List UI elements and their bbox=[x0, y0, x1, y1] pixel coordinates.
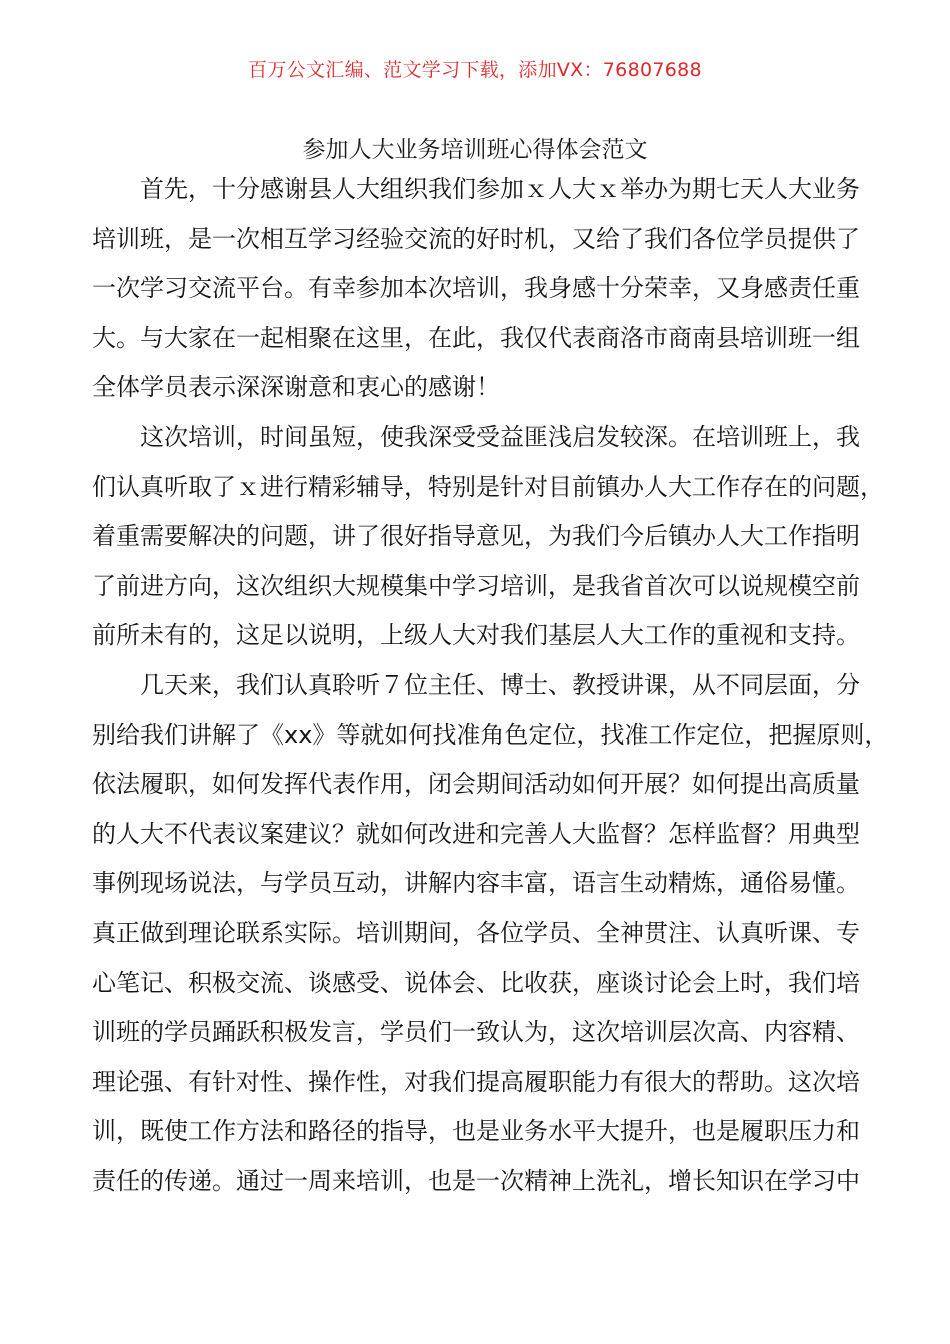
text-line: 大。与大家在一起相聚在这里，在此，我仅代表商洛市商南县培训班一组 bbox=[92, 323, 860, 352]
text-line: 一次学习交流平台。有幸参加本次培训，我身感十分荣幸，又身感责任重 bbox=[92, 274, 860, 303]
text-line: 几天来，我们认真聆听７位主任、博士、教授讲课，从不同层面，分 bbox=[140, 670, 860, 699]
page-title: 参加人大业务培训班心得体会范文 bbox=[302, 137, 648, 163]
header-note: 百万公文汇编、范文学习下载，添加VX：76807688 bbox=[248, 59, 702, 81]
text-line: 责任的传递。通过一周来培训，也是一次精神上洗礼，增长知识在学习中 bbox=[92, 1166, 860, 1195]
text-line: 全体学员表示深深谢意和衷心的感谢！ bbox=[92, 373, 500, 402]
text-line: 培训班，是一次相互学习经验交流的好时机，又给了我们各位学员提供了 bbox=[92, 224, 860, 253]
text-line: 了前进方向，这次组织大规模集中学习培训，是我省首次可以说规模空前 bbox=[92, 571, 860, 600]
text-line: 训班的学员踊跃积极发言，学员们一致认为，这次培训层次高、内容精、 bbox=[92, 1018, 860, 1047]
text-line: 事例现场说法，与学员互动，讲解内容丰富，语言生动精炼，通俗易懂。 bbox=[92, 869, 860, 898]
text-line: 首先，十分感谢县人大组织我们参加ｘ人大ｘ举办为期七天人大业务 bbox=[140, 175, 860, 203]
text-line: 理论强、有针对性、操作性，对我们提高履职能力有很大的帮助。这次培 bbox=[92, 1067, 860, 1096]
text-line: 依法履职，如何发挥代表作用，闭会期间活动如何开展？如何提出高质量 bbox=[92, 770, 860, 799]
text-line: 训，既使工作方法和路径的指导，也是业务水平大提升，也是履职压力和 bbox=[92, 1117, 860, 1146]
body-text bbox=[92, 165, 889, 1206]
text-line: 真正做到理论联系实际。培训期间，各位学员、全神贯注、认真听课、专 bbox=[92, 918, 860, 947]
text-line: 们认真听取了ｘ进行精彩辅导，特别是针对目前镇办人大工作存在的问题， bbox=[92, 472, 884, 501]
text-line: 的人大不代表议案建议？就如何改进和完善人大监督？怎样监督？用典型 bbox=[92, 819, 860, 848]
text-line: 别给我们讲解了《xx》等就如何找准角色定位，找准工作定位，把握原则， bbox=[92, 720, 889, 749]
text-line: 这次培训，时间虽短，使我深受受益匪浅启发较深。在培训班上，我 bbox=[140, 422, 860, 451]
text-line: 心笔记、积极交流、谈感受、说体会、比收获，座谈讨论会上时，我们培 bbox=[92, 968, 860, 997]
text-line: 着重需要解决的问题，讲了很好指导意见，为我们今后镇办人大工作指明 bbox=[92, 522, 860, 551]
text-line: 前所未有的，这足以说明，上级人大对我们基层人大工作的重视和支持。 bbox=[92, 621, 860, 650]
